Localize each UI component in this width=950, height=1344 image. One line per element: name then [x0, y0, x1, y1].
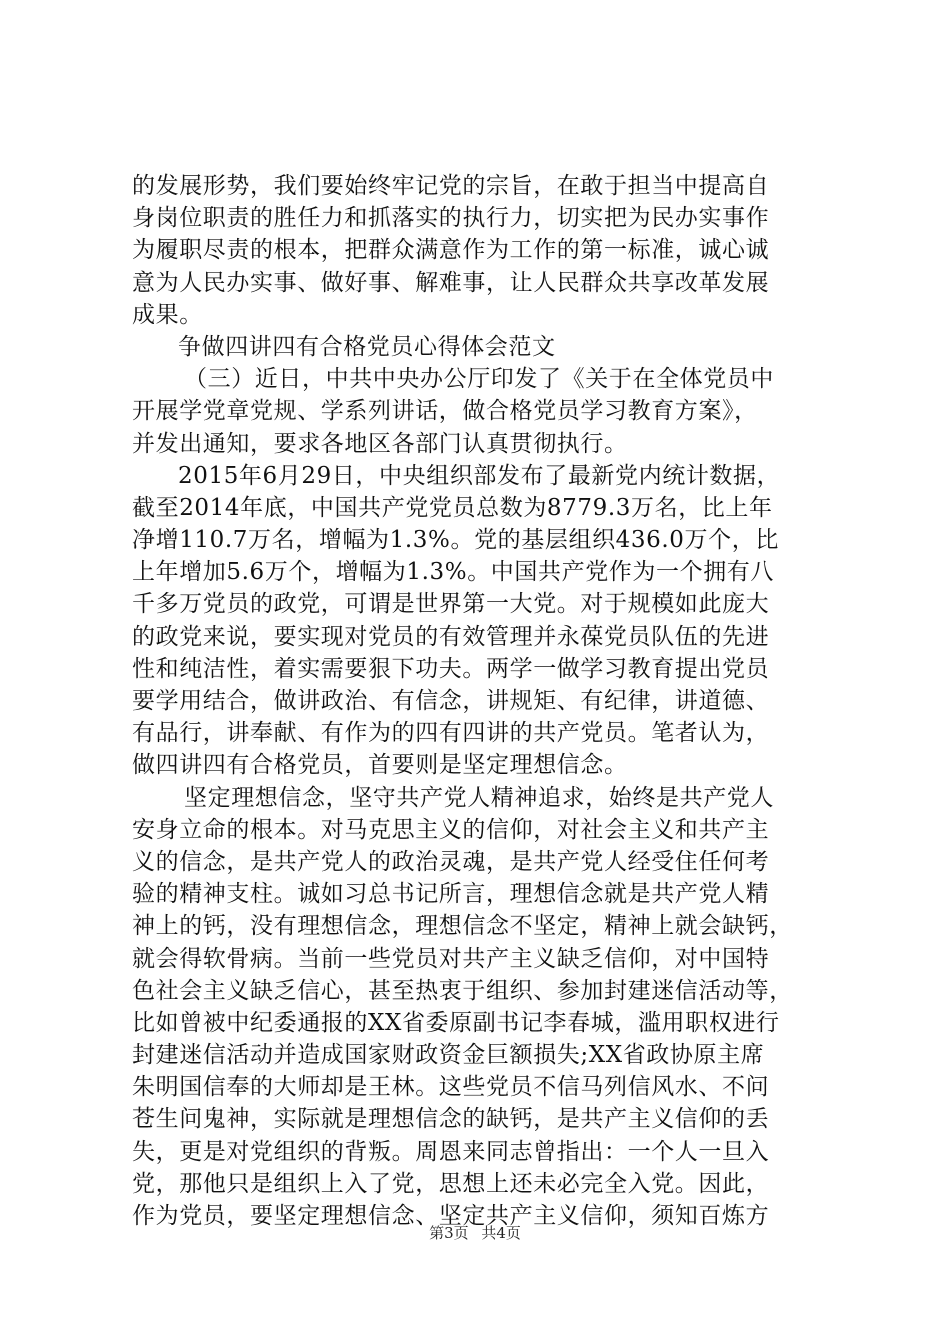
text-line: 色社会主义缺乏信心，甚至热衷于组织、参加封建迷信活动等，	[132, 977, 793, 1004]
page-total: 共4页	[481, 1224, 521, 1242]
section-heading: 争做四讲四有合格党员心得体会范文	[178, 333, 556, 360]
text-line: 成果。	[132, 301, 203, 328]
document-body	[132, 170, 832, 1232]
text-line: 坚定理想信念，坚守共产党人精神追求，始终是共产党人	[184, 784, 774, 811]
text-line: 意为人民办实事、做好事、解难事，让人民群众共享改革发展	[132, 269, 770, 296]
text-line: 上年增加5.6万个，增幅为1.3%。中国共产党作为一个拥有八	[132, 559, 775, 586]
text-line: 千多万党员的政党，可谓是世界第一大党。对于规模如此庞大	[132, 591, 770, 618]
text-line: 为履职尽责的根本，把群众满意作为工作的第一标准，诚心诚	[132, 237, 770, 264]
text-line: 并发出通知，要求各地区各部门认真贯彻执行。	[132, 430, 628, 457]
text-line: 党，那他只是组织上入了党，思想上还未必完全入党。因此，	[132, 1170, 770, 1197]
text-line: 2015年6月29日，中央组织部发布了最新党内统计数据，	[178, 462, 781, 489]
text-line: 的发展形势，我们要始终牢记党的宗旨，在敢于担当中提高自	[132, 173, 770, 199]
text-line: 身岗位职责的胜任力和抓落实的执行力，切实把为民办实事作	[132, 205, 770, 232]
text-line: 开展学党章党规、学系列讲话，做合格党员学习教育方案》，	[132, 398, 758, 425]
text-line: 失，更是对党组织的背叛。周恩来同志曾指出：一个人一旦入	[132, 1138, 770, 1165]
page-footer	[0, 1223, 950, 1243]
text-line: 封建迷信活动并造成国家财政资金巨额损失;XX省政协原主席	[132, 1042, 765, 1069]
page-number: 第3页	[429, 1224, 469, 1242]
text-line: 净增110.7万名，增幅为1.3%。党的基层组织436.0万个，比	[132, 527, 779, 554]
text-line: 要学用结合，做讲政治、有信念，讲规矩、有纪律，讲道德、	[132, 688, 770, 714]
text-line: 就会得软骨病。当前一些党员对共产主义缺乏信仰，对中国特	[132, 945, 770, 972]
text-line: 苍生问鬼神，实际就是理想信念的缺钙，是共产主义信仰的丢	[132, 1106, 770, 1133]
text-line: 朱明国信奉的大师却是王林。这些党员不信马列信风水、不问	[132, 1074, 770, 1101]
text-line: 截至2014年底，中国共产党党员总数为8779.3万名，比上年	[132, 494, 773, 521]
text-line: （三）近日，中共中央办公厅印发了《关于在全体党员中	[184, 366, 774, 393]
text-line: 有品行，讲奉献、有作为的四有四讲的共产党员。笔者认为，	[132, 720, 770, 747]
text-line: 作为党员，要坚定理想信念、坚定共产主义信仰，须知百炼方	[132, 1203, 770, 1229]
text-line: 神上的钙，没有理想信念，理想信念不坚定，精神上就会缺钙，	[132, 913, 793, 940]
text-line: 比如曾被中纪委通报的XX省委原副书记李春城，滥用职权进行	[132, 1009, 780, 1036]
text-line: 义的信念，是共产党人的政治灵魂，是共产党人经受住任何考	[132, 848, 770, 875]
text-line: 性和纯洁性，着实需要狠下功夫。两学一做学习教育提出党员	[132, 655, 770, 682]
text-line: 的政党来说，要实现对党员的有效管理并永葆党员队伍的先进	[132, 623, 770, 650]
text-line: 安身立命的根本。对马克思主义的信仰，对社会主义和共产主	[132, 816, 770, 843]
text-line: 验的精神支柱。诚如习总书记所言，理想信念就是共产党人精	[132, 881, 770, 908]
text-line: 做四讲四有合格党员，首要则是坚定理想信念。	[132, 752, 628, 779]
